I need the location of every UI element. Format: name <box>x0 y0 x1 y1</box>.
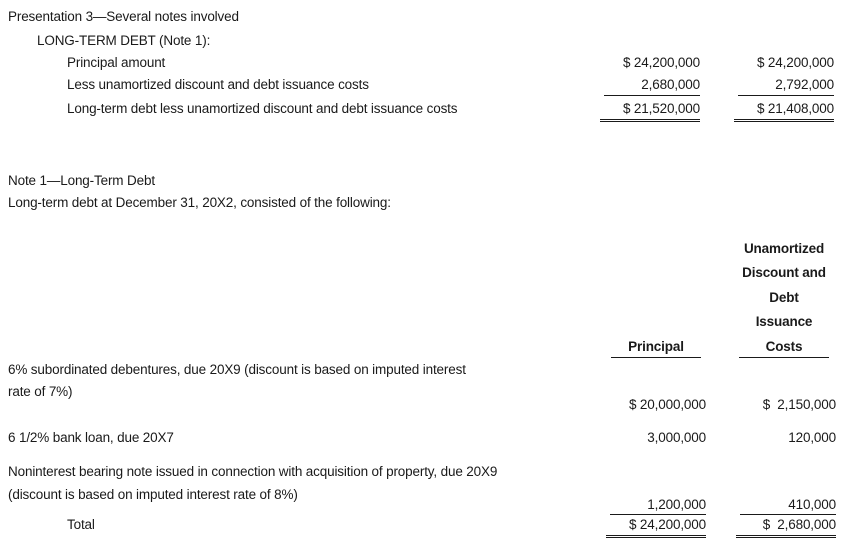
net-debt-cell-col1 <box>580 100 700 122</box>
noninterest-note-label-line-2: (discount is based on imputed interest rate of 8%) <box>8 487 298 502</box>
discount-header-line-3: Debt <box>769 290 799 305</box>
discount-header-line-1: Unamortized <box>743 241 825 256</box>
net-debt-cell-col2 <box>714 100 834 122</box>
total-discount: $ 2,680,000 <box>736 516 836 538</box>
total-principal-cell <box>586 516 706 538</box>
note-intro: Long-term debt at December 31, 20X2, consisted of the following: <box>8 195 391 210</box>
principal-header <box>606 338 706 358</box>
unamortized-discount-cell-col2 <box>714 76 834 96</box>
total-label: Total <box>67 517 95 532</box>
discount-header-costs: Costs <box>739 338 829 358</box>
noninterest-note-principal: 1,200,000 <box>610 496 706 515</box>
bank-loan-principal: 3,000,000 <box>647 430 706 445</box>
net-debt-value-col1: $ 21,520,000 <box>600 100 700 122</box>
discount-header-line-4: Issuance <box>755 314 813 329</box>
noninterest-note-discount-cell <box>716 496 836 515</box>
bank-loan-label: 6 1/2% bank loan, due 20X7 <box>8 430 174 445</box>
bank-loan-discount: 120,000 <box>788 430 836 445</box>
net-debt-label: Long-term debt less unamortized discount and debt issuance costs <box>67 101 458 116</box>
principal-amount-value-col1: $ 24,200,000 <box>622 55 700 70</box>
noninterest-note-label-line-1: Noninterest bearing note issued in connection with acquisition of property, due 20X9 <box>8 464 498 479</box>
total-principal: $ 24,200,000 <box>606 516 706 538</box>
noninterest-note-discount: 410,000 <box>740 496 836 515</box>
unamortized-discount-label: Less unamortized discount and debt issuance costs <box>67 77 369 92</box>
principal-header-label: Principal <box>611 338 701 358</box>
unamortized-discount-value-col1: 2,680,000 <box>604 76 700 96</box>
presentation-title: Presentation 3—Several notes involved <box>8 9 239 24</box>
unamortized-discount-value-col2: 2,792,000 <box>738 76 834 96</box>
net-debt-value-col2: $ 21,408,000 <box>734 100 834 122</box>
unamortized-discount-cell-col1 <box>580 76 700 96</box>
discount-header-line-5 <box>734 338 834 358</box>
long-term-debt-heading: LONG-TERM DEBT (Note 1): <box>37 33 211 48</box>
debenture-discount: $ 2,150,000 <box>762 397 836 412</box>
principal-amount-value-col2: $ 24,200,000 <box>756 55 834 70</box>
noninterest-note-principal-cell <box>586 496 706 515</box>
debenture-principal: $ 20,000,000 <box>628 397 706 412</box>
note-title: Note 1—Long-Term Debt <box>8 173 155 188</box>
debenture-label-line-2: rate of 7%) <box>8 384 73 399</box>
total-discount-cell <box>716 516 836 538</box>
principal-amount-label: Principal amount <box>67 55 166 70</box>
debenture-label-line-1: 6% subordinated debentures, due 20X9 (discount is based on imputed interest <box>8 362 466 377</box>
discount-header-line-2: Discount and <box>742 265 826 280</box>
